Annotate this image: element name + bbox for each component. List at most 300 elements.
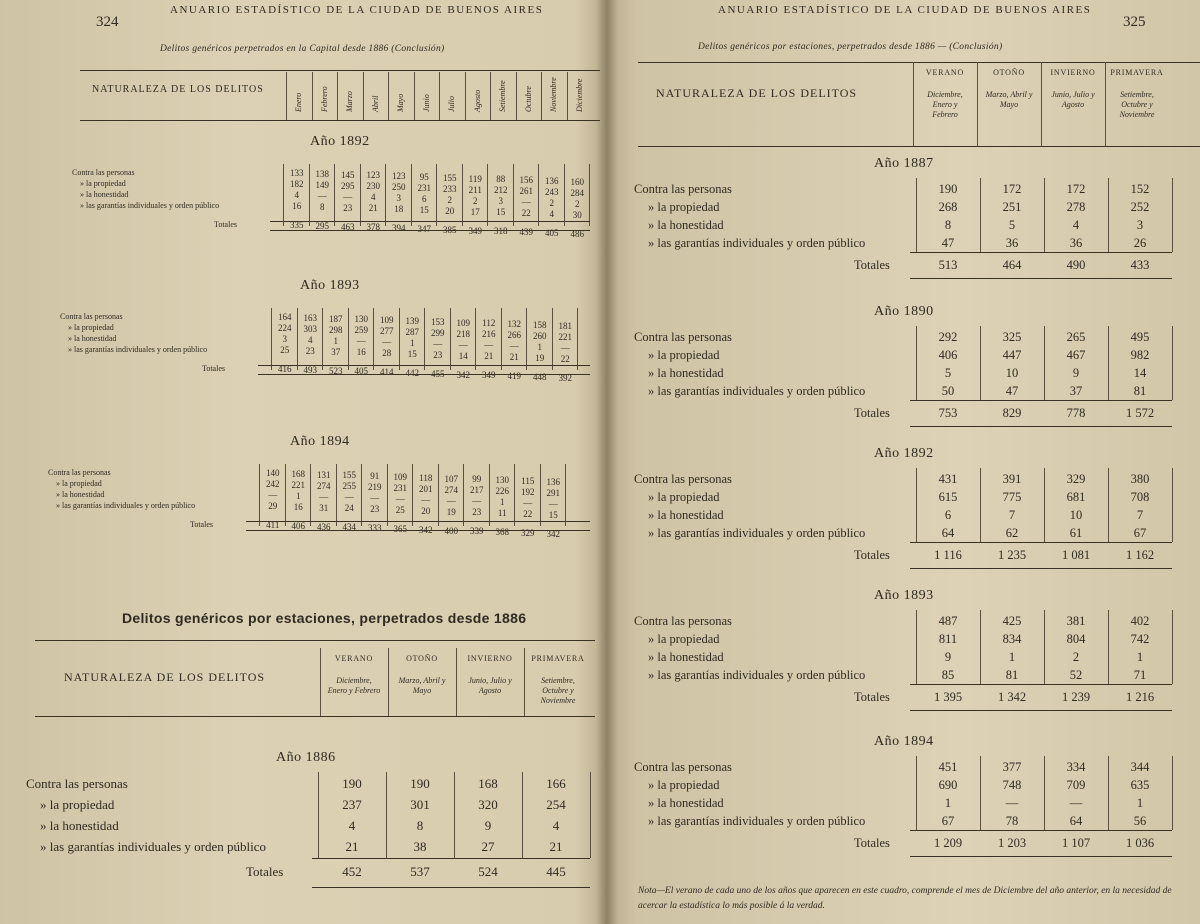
data-cell: 513 bbox=[938, 258, 958, 272]
row-label: Contra las personas bbox=[60, 312, 123, 321]
data-cell: 1 572 bbox=[1125, 406, 1155, 420]
data-cell: 342 bbox=[456, 369, 470, 380]
column-divider bbox=[363, 72, 364, 120]
column-divider bbox=[980, 610, 981, 684]
data-cell: 3 bbox=[1136, 218, 1144, 232]
data-cell: 4 bbox=[1072, 218, 1080, 232]
data-cell: 377 bbox=[1002, 760, 1022, 774]
season-header-3: INVIERNO bbox=[1050, 68, 1096, 77]
data-cell: 615 bbox=[938, 490, 958, 504]
column-divider bbox=[1044, 468, 1045, 542]
row-label: » las garantías individuales y orden público bbox=[68, 345, 208, 354]
data-cell: 172 bbox=[1002, 182, 1022, 196]
data-cell: 23 bbox=[343, 202, 353, 213]
data-cell: 709 bbox=[1066, 778, 1086, 792]
data-cell: 112 bbox=[482, 318, 496, 329]
data-cell: 4 bbox=[348, 818, 356, 833]
column-divider bbox=[1108, 326, 1109, 400]
data-cell: 329 bbox=[1066, 472, 1086, 486]
year-heading-1: Año 1892 bbox=[310, 134, 370, 149]
data-cell: 804 bbox=[1066, 632, 1086, 646]
data-cell: 381 bbox=[1066, 614, 1086, 628]
column-divider bbox=[1044, 610, 1045, 684]
column-divider bbox=[980, 326, 981, 400]
data-cell: 9 bbox=[1072, 366, 1080, 380]
season-months-1: Diciembre, Enero y Febrero bbox=[927, 90, 963, 119]
season-months-4: Setiembre, Octubre y Noviembre bbox=[540, 676, 576, 705]
column-divider bbox=[318, 772, 319, 858]
row-label: » las garantías individuales y orden público bbox=[648, 526, 866, 540]
data-cell: 11 bbox=[497, 508, 507, 519]
block-rule bbox=[270, 230, 590, 231]
row-label: Totales bbox=[214, 220, 237, 229]
data-cell: 155 bbox=[443, 172, 457, 183]
column-divider bbox=[1044, 178, 1045, 252]
data-cell: 187 bbox=[329, 313, 343, 324]
season-months-2: Marzo, Abril y Mayo bbox=[398, 676, 446, 695]
column-divider bbox=[334, 164, 335, 226]
column-divider bbox=[565, 464, 566, 526]
data-cell: 1 bbox=[537, 342, 542, 352]
data-cell: 2 bbox=[447, 194, 452, 205]
data-cell: 1 209 bbox=[933, 836, 963, 850]
data-cell: 23 bbox=[472, 507, 482, 518]
column-divider bbox=[361, 464, 362, 526]
data-cell: — bbox=[446, 495, 456, 506]
data-cell: 405 bbox=[545, 228, 559, 238]
data-cell: 1 239 bbox=[1061, 690, 1091, 704]
month-header-9: Setiembre bbox=[498, 80, 507, 112]
row-label: » las garantías individuales y orden público bbox=[648, 668, 866, 682]
data-cell: 467 bbox=[1066, 348, 1086, 362]
footnote: Nota—El verano de cada uno de los años que aparecen en este cuadro, comprende el mes de Diciembre del año anterior, en la necesidad de acercar la estadística lo más posible á la verdad. bbox=[638, 886, 1172, 911]
data-cell: 295 bbox=[315, 220, 329, 231]
data-cell: 1 107 bbox=[1061, 836, 1091, 850]
data-cell: 158 bbox=[533, 320, 547, 330]
column-divider bbox=[310, 464, 311, 526]
column-divider bbox=[297, 308, 298, 370]
data-cell: 5 bbox=[944, 366, 952, 380]
data-cell: 278 bbox=[1066, 200, 1086, 214]
row-label: » la propiedad bbox=[648, 348, 720, 362]
column-divider bbox=[348, 308, 349, 370]
row-label: Totales bbox=[202, 364, 225, 373]
data-cell: 394 bbox=[392, 223, 406, 234]
data-cell: 8 bbox=[320, 201, 325, 212]
data-cell: 224 bbox=[278, 323, 292, 333]
column-divider bbox=[513, 164, 514, 226]
data-cell: 1 203 bbox=[997, 836, 1027, 850]
column-divider bbox=[450, 308, 451, 370]
data-cell: 30 bbox=[572, 209, 582, 220]
data-cell: 6 bbox=[944, 508, 952, 522]
data-cell: 37 bbox=[331, 346, 341, 357]
data-cell: 1 bbox=[296, 490, 301, 501]
column-divider bbox=[309, 164, 310, 226]
data-cell: 811 bbox=[938, 632, 958, 646]
column-divider bbox=[411, 164, 412, 226]
data-cell: 242 bbox=[266, 479, 280, 489]
row-label: Contra las personas bbox=[634, 330, 732, 344]
data-cell: 8 bbox=[416, 818, 424, 833]
column-divider bbox=[916, 178, 917, 252]
data-cell: 19 bbox=[535, 353, 545, 363]
data-cell: 81 bbox=[1133, 384, 1147, 398]
data-cell: — bbox=[472, 496, 482, 507]
data-cell: 14 bbox=[458, 350, 468, 361]
column-divider bbox=[399, 308, 400, 370]
data-cell: 753 bbox=[938, 406, 958, 420]
data-cell: 252 bbox=[1130, 200, 1150, 214]
page-number: 324 bbox=[96, 14, 119, 30]
data-cell: 436 bbox=[317, 521, 331, 532]
row-label: » la propiedad bbox=[648, 632, 720, 646]
data-cell: 487 bbox=[938, 614, 958, 628]
data-cell: 16 bbox=[293, 501, 303, 512]
row-label: » las garantías individuales y orden público bbox=[56, 501, 196, 510]
data-cell: 133 bbox=[290, 168, 304, 178]
year-heading: Año 1887 bbox=[874, 156, 934, 171]
data-cell: 447 bbox=[1002, 348, 1022, 362]
data-cell: 16 bbox=[356, 347, 366, 358]
row-label: Contra las personas bbox=[634, 760, 732, 774]
column-divider bbox=[977, 62, 978, 146]
row-label: » la honestidad bbox=[68, 334, 117, 343]
data-cell: 160 bbox=[570, 176, 584, 187]
data-cell: 123 bbox=[366, 170, 380, 181]
data-cell: 1 116 bbox=[934, 548, 962, 562]
data-cell: 47 bbox=[941, 236, 955, 250]
season-column-label: NATURALEZA DE LOS DELITOS bbox=[64, 670, 266, 684]
section-title: Delitos genéricos por estaciones, perpetrados desde 1886 bbox=[122, 610, 527, 626]
column-divider bbox=[916, 326, 917, 400]
season-header-3: INVIERNO bbox=[467, 654, 513, 663]
data-cell: — bbox=[421, 494, 431, 505]
season-header-1: VERANO bbox=[334, 654, 374, 663]
column-divider bbox=[589, 164, 590, 226]
data-cell: 56 bbox=[1133, 814, 1147, 828]
data-cell: 452 bbox=[342, 864, 362, 879]
data-cell: 230 bbox=[366, 181, 380, 192]
block-rule bbox=[910, 400, 1172, 401]
row-label: Contra las personas bbox=[72, 168, 135, 177]
data-cell: 1 bbox=[500, 497, 505, 508]
data-cell: 21 bbox=[368, 203, 378, 214]
column-divider bbox=[567, 72, 568, 120]
data-cell: 681 bbox=[1066, 490, 1086, 504]
data-cell: 81 bbox=[1005, 668, 1019, 682]
data-cell: 192 bbox=[521, 487, 535, 497]
season-months-1: Diciembre, Enero y Febrero bbox=[327, 676, 381, 695]
data-cell: 748 bbox=[1002, 778, 1022, 792]
column-divider bbox=[501, 308, 502, 370]
column-divider bbox=[312, 72, 313, 120]
data-cell: 130 bbox=[354, 314, 368, 325]
data-cell: — bbox=[370, 493, 380, 504]
column-divider bbox=[1108, 610, 1109, 684]
data-cell: 8 bbox=[944, 218, 952, 232]
data-cell: 1 bbox=[410, 338, 415, 348]
season-header-4: PRIMAVERA bbox=[1110, 68, 1164, 77]
row-label: Contra las personas bbox=[634, 472, 732, 486]
block-rule bbox=[910, 856, 1172, 857]
block-rule bbox=[910, 252, 1172, 253]
data-cell: 231 bbox=[393, 483, 407, 493]
data-cell: 18 bbox=[394, 204, 404, 215]
row-label: » la propiedad bbox=[68, 323, 114, 332]
row-label: » la honestidad bbox=[648, 650, 724, 664]
data-cell: 15 bbox=[548, 509, 558, 520]
block-rule bbox=[910, 426, 1172, 427]
year-heading: Año 1892 bbox=[874, 446, 934, 461]
column-divider bbox=[487, 164, 488, 226]
data-cell: 36 bbox=[1069, 236, 1083, 250]
year-heading: Año 1894 bbox=[874, 734, 934, 749]
data-cell: — bbox=[343, 191, 353, 202]
column-divider bbox=[540, 464, 541, 526]
data-cell: 156 bbox=[519, 175, 533, 186]
column-divider bbox=[913, 62, 914, 146]
month-header-7: Julio bbox=[447, 96, 456, 112]
column-divider bbox=[980, 178, 981, 252]
data-cell: 342 bbox=[419, 524, 433, 535]
year-heading-3: Año 1894 bbox=[290, 434, 350, 449]
column-divider bbox=[980, 468, 981, 542]
column-divider bbox=[337, 72, 338, 120]
row-label: » las garantías individuales y orden público bbox=[80, 201, 220, 210]
block-rule bbox=[910, 542, 1172, 543]
data-cell: 85 bbox=[941, 668, 955, 682]
data-cell: — bbox=[1005, 796, 1019, 810]
data-cell: 4 bbox=[308, 334, 313, 345]
data-cell: 439 bbox=[519, 227, 533, 238]
data-cell: 333 bbox=[368, 523, 382, 534]
column-divider bbox=[436, 164, 437, 226]
data-cell: 419 bbox=[507, 371, 521, 382]
column-divider bbox=[286, 72, 287, 120]
data-cell: 216 bbox=[482, 329, 496, 340]
data-cell: 4 bbox=[371, 192, 376, 203]
data-cell: 1 036 bbox=[1125, 836, 1155, 850]
data-cell: 14 bbox=[1133, 366, 1147, 380]
row-label: » las garantías individuales y orden público bbox=[40, 839, 267, 854]
data-cell: 339 bbox=[470, 526, 484, 537]
block-rule bbox=[312, 858, 590, 859]
column-divider bbox=[386, 772, 387, 858]
month-header-3: Marzo bbox=[345, 91, 354, 112]
column-divider bbox=[465, 72, 466, 120]
column-divider bbox=[514, 464, 515, 526]
data-cell: 21 bbox=[509, 352, 519, 363]
data-cell: 26 bbox=[1133, 236, 1147, 250]
data-cell: 243 bbox=[545, 187, 559, 197]
data-cell: 378 bbox=[366, 222, 380, 233]
data-cell: 37 bbox=[1069, 384, 1083, 398]
data-cell: — bbox=[319, 491, 329, 502]
data-cell: — bbox=[484, 340, 494, 351]
data-cell: 31 bbox=[319, 502, 329, 513]
season-header-bottom-rule bbox=[35, 716, 595, 717]
data-cell: 64 bbox=[941, 526, 955, 540]
data-cell: 303 bbox=[303, 323, 317, 334]
data-cell: 9 bbox=[944, 650, 952, 664]
row-label: » la honestidad bbox=[648, 218, 724, 232]
column-label: NATURALEZA DE LOS DELITOS bbox=[92, 84, 264, 95]
row-label: » la propiedad bbox=[80, 179, 126, 188]
data-cell: 406 bbox=[938, 348, 958, 362]
data-cell: 50 bbox=[941, 384, 955, 398]
data-cell: 17 bbox=[470, 206, 480, 217]
data-cell: 22 bbox=[523, 509, 533, 519]
data-cell: 67 bbox=[941, 814, 955, 828]
season-header-1: VERANO bbox=[925, 68, 965, 77]
data-cell: 7 bbox=[1136, 508, 1144, 522]
data-cell: 155 bbox=[342, 470, 356, 481]
column-divider bbox=[1172, 468, 1173, 542]
row-label: » la honestidad bbox=[648, 508, 724, 522]
data-cell: 38 bbox=[413, 839, 427, 854]
data-cell: 537 bbox=[410, 864, 430, 879]
data-cell: 295 bbox=[341, 180, 355, 191]
year-heading: Año 1893 bbox=[874, 588, 934, 603]
month-header-1: Enero bbox=[294, 92, 303, 112]
row-label: Totales bbox=[190, 520, 213, 529]
data-cell: 635 bbox=[1130, 778, 1150, 792]
month-header-11: Noviembre bbox=[549, 77, 558, 112]
column-divider bbox=[1172, 178, 1173, 252]
column-divider bbox=[1044, 326, 1045, 400]
data-cell: 221 bbox=[291, 479, 305, 490]
column-divider bbox=[412, 464, 413, 526]
data-cell: — bbox=[268, 490, 278, 500]
data-cell: 292 bbox=[938, 330, 958, 344]
data-cell: 132 bbox=[507, 319, 521, 330]
data-cell: 3 bbox=[396, 193, 401, 204]
column-divider bbox=[285, 464, 286, 526]
right-page bbox=[618, 0, 1200, 924]
column-label: NATURALEZA DE LOS DELITOS bbox=[656, 86, 858, 100]
row-label: Contra las personas bbox=[634, 182, 732, 196]
data-cell: 1 216 bbox=[1125, 690, 1155, 704]
data-cell: 445 bbox=[546, 864, 566, 879]
data-cell: 153 bbox=[431, 316, 445, 327]
column-divider bbox=[1044, 756, 1045, 830]
data-cell: 259 bbox=[354, 325, 368, 336]
data-cell: 400 bbox=[444, 525, 458, 536]
data-cell: 742 bbox=[1130, 632, 1150, 646]
data-cell: 490 bbox=[1066, 258, 1086, 272]
column-divider bbox=[475, 308, 476, 370]
page-number: 325 bbox=[1123, 14, 1146, 30]
data-cell: 298 bbox=[329, 324, 343, 335]
row-label: » las garantías individuales y orden público bbox=[648, 384, 866, 398]
data-cell: 88 bbox=[496, 174, 506, 185]
data-cell: 163 bbox=[303, 312, 317, 323]
data-cell: 190 bbox=[938, 182, 958, 196]
data-cell: — bbox=[395, 494, 405, 504]
data-cell: 342 bbox=[546, 528, 560, 539]
data-cell: 28 bbox=[382, 348, 392, 359]
month-header-10: Octubre bbox=[523, 86, 533, 112]
data-cell: — bbox=[521, 197, 531, 208]
season-months-3: Junio, Julio y Agosto bbox=[468, 676, 512, 695]
data-cell: 27 bbox=[481, 839, 495, 854]
data-cell: 2 bbox=[549, 198, 554, 208]
data-cell: 486 bbox=[570, 228, 584, 239]
data-cell: 433 bbox=[1130, 258, 1150, 272]
data-cell: 61 bbox=[1069, 526, 1083, 540]
row-label: » la propiedad bbox=[56, 479, 102, 488]
data-cell: 136 bbox=[545, 176, 559, 186]
column-divider bbox=[283, 164, 284, 226]
row-label: » la honestidad bbox=[648, 366, 724, 380]
column-divider bbox=[373, 308, 374, 370]
data-cell: 431 bbox=[938, 472, 958, 486]
block-rule bbox=[910, 278, 1172, 279]
data-cell: 36 bbox=[1005, 236, 1019, 250]
data-cell: 391 bbox=[1002, 472, 1022, 486]
data-cell: 190 bbox=[342, 776, 362, 791]
data-cell: — bbox=[509, 341, 519, 352]
column-divider bbox=[916, 468, 917, 542]
column-divider bbox=[1172, 756, 1173, 830]
year-heading-2: Año 1893 bbox=[300, 278, 360, 293]
data-cell: 495 bbox=[1130, 330, 1150, 344]
data-cell: 261 bbox=[519, 186, 533, 197]
block-rule bbox=[258, 374, 590, 375]
data-cell: 21 bbox=[484, 351, 494, 362]
data-cell: 107 bbox=[444, 473, 458, 484]
row-label: » las garantías individuales y orden público bbox=[648, 236, 866, 250]
data-cell: 138 bbox=[315, 168, 329, 179]
data-cell: 22 bbox=[521, 208, 531, 219]
data-cell: 164 bbox=[278, 312, 292, 322]
data-cell: 982 bbox=[1130, 348, 1150, 362]
data-cell: 455 bbox=[431, 368, 445, 379]
column-divider bbox=[489, 464, 490, 526]
data-cell: — bbox=[560, 342, 570, 353]
data-cell: 416 bbox=[278, 364, 292, 374]
data-cell: 778 bbox=[1066, 406, 1086, 420]
data-cell: 385 bbox=[443, 224, 457, 235]
data-cell: 260 bbox=[533, 331, 547, 341]
season-header-4: PRIMAVERA bbox=[531, 654, 585, 663]
data-cell: 708 bbox=[1130, 490, 1150, 504]
column-divider bbox=[552, 308, 553, 370]
column-divider bbox=[1172, 326, 1173, 400]
data-cell: 182 bbox=[290, 179, 304, 189]
row-label: » la propiedad bbox=[648, 490, 720, 504]
data-cell: 349 bbox=[482, 370, 496, 381]
data-cell: 221 bbox=[558, 331, 572, 342]
column-divider bbox=[1108, 178, 1109, 252]
data-cell: 212 bbox=[494, 185, 508, 196]
column-divider bbox=[522, 772, 523, 858]
data-cell: 464 bbox=[1002, 258, 1022, 272]
header-bottom-rule bbox=[638, 146, 1200, 147]
month-header-6: Junio bbox=[421, 94, 431, 112]
column-divider bbox=[490, 72, 491, 120]
data-cell: 442 bbox=[405, 368, 419, 378]
data-cell: 1 342 bbox=[997, 690, 1027, 704]
data-cell: 274 bbox=[317, 480, 331, 491]
row-label: Contra las personas bbox=[48, 468, 111, 477]
data-cell: 168 bbox=[478, 776, 498, 791]
data-cell: 4 bbox=[552, 818, 560, 833]
data-cell: 23 bbox=[305, 345, 315, 356]
running-head: ANUARIO ESTADÍSTICO DE LA CIUDAD DE BUENOS AIRES bbox=[170, 4, 544, 16]
column-divider bbox=[385, 164, 386, 226]
